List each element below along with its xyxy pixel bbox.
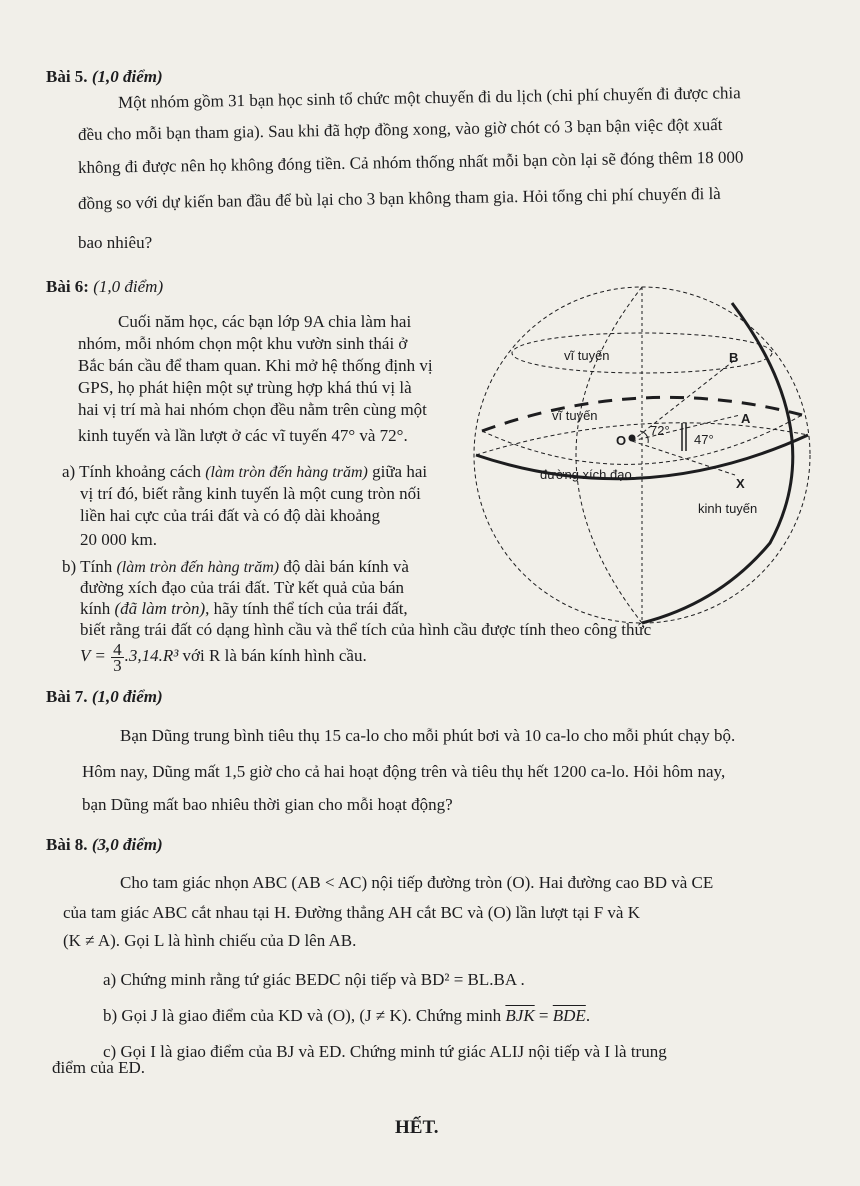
bai5-line-5: bao nhiêu? (78, 233, 153, 252)
center-point (629, 435, 636, 442)
bai6-b-rest: độ dài bán kính và (283, 557, 409, 576)
angle-arc-72 (640, 431, 648, 443)
bai5-line-3: không đi được nên họ không đóng tiền. Cả nhóm thống nhất mỗi bạn còn lại sẽ đóng thêm 18 000 (77, 147, 744, 177)
label-kinh-tuyen: kinh tuyến (698, 501, 758, 516)
arc-eq: = (538, 1006, 549, 1025)
label-point-o: O (616, 433, 627, 448)
label-duong-xich-dao: đường xích đạo (540, 467, 632, 482)
bai6-intro-2: nhóm, mỗi nhóm chọn một khu vườn sinh thái ở (78, 334, 408, 353)
bai8-line-1: Cho tam giác nhọn ABC (AB < AC) nội tiếp đường tròn (O). Hai đường cao BD và CE (120, 873, 714, 892)
arc-end: . (585, 1006, 591, 1025)
formula-lhs: V = (80, 646, 106, 665)
end-marker: HẾT. (395, 1117, 439, 1138)
bai6-a-prefix: a) Tính khoảng cách (62, 462, 201, 481)
label-point-a: A (741, 411, 751, 426)
bai8-points: (3,0 điểm) (91, 835, 163, 854)
bai8-line-2: của tam giác ABC cắt nhau tại H. Đường thẳng AH cắt BC và (O) lần lượt tại F và K (63, 903, 640, 922)
meridian-dashed (576, 287, 642, 623)
bai8-heading: Bài 8. (46, 835, 88, 854)
globe-svg (470, 283, 815, 628)
formula-den: 3 (113, 655, 122, 675)
bai6-intro-3: Bắc bán cầu để tham quan. Khi mở hệ thống định vị (78, 356, 433, 375)
bai6-heading: Bài 6: (46, 277, 89, 296)
bai6-b-line-2: đường xích đạo của trái đất. Từ kết quả của bán (80, 578, 405, 597)
bai8-title (46, 835, 163, 855)
bai6-b-line-3 (80, 599, 408, 619)
bai8-part-c-end: điểm của ED. (52, 1058, 145, 1077)
bai6-b-note: (làm tròn đến hàng trăm) (116, 559, 280, 576)
bai7-heading: Bài 7. (46, 687, 88, 706)
bai8-part-b-text: b) Gọi J là giao điểm của KD và (O), (J ≠ K). Chứng minh (103, 1006, 502, 1025)
bai8-line-3: (K ≠ A). Gọi L là hình chiếu của D lên AB. (63, 931, 357, 950)
formula-tail: với R là bán kính hình cầu. (182, 646, 367, 665)
bai6-intro-1: Cuối năm học, các bạn lớp 9A chia làm hai (118, 312, 412, 331)
bai6-intro-5: hai vị trí mà hai nhóm chọn đều nằm trên cùng một (78, 400, 427, 419)
bai6-b-formula (80, 641, 367, 673)
bai6-a-line-4: 20 000 km. (80, 530, 157, 549)
bai6-title (46, 277, 163, 297)
bai6-b-line-4: biết rằng trái đất có dạng hình cầu và thể tích của hình cầu được tính theo công thức (80, 620, 652, 639)
arc-bde: $\overline{BDE}$ (552, 1006, 586, 1025)
bai5-points: (1,0 điểm) (91, 67, 163, 86)
bai6-b-line3-a: kính (80, 599, 111, 618)
label-point-x: X (736, 476, 745, 491)
bai6-b-line3-b: , hãy tính thể tích của trái đất, (205, 599, 408, 618)
label-vi-tuyen-mid: vĩ tuyến (552, 408, 598, 423)
bai6-b-line3-note: (đã làm tròn) (114, 599, 206, 618)
label-vi-tuyen-top: vĩ tuyến (564, 348, 610, 363)
bai6-a-line-1 (62, 462, 427, 483)
formula-rhs: .3,14.R³ (124, 646, 179, 665)
formula-num: 4 (113, 639, 122, 659)
bai7-line-2: Hôm nay, Dũng mất 1,5 giờ cho cả hai hoạt động trên và tiêu thụ hết 1200 ca-lo. Hỏi hôm nay, (82, 762, 726, 781)
bai8-part-c: c) Gọi I là giao điểm của BJ và ED. Chứng minh tứ giác ALIJ nội tiếp và I là trung (103, 1042, 667, 1061)
bai6-a-line-2: vị trí đó, biết rằng kinh tuyến là một cung tròn nối (80, 484, 421, 503)
bai6-a-rest: giữa hai (372, 462, 428, 481)
bai6-points: (1,0 điểm) (93, 277, 164, 296)
globe-figure (470, 283, 815, 628)
bai5-line-2: đều cho mỗi bạn tham gia). Sau khi đã hợp đồng xong, vào giờ chót có 3 bạn bận việc đột xuất (77, 114, 723, 144)
meridian-bold (642, 303, 793, 623)
bai6-a-line-3: liền hai cực của trái đất và có độ dài khoảng (80, 506, 380, 525)
bai7-points: (1,0 điểm) (91, 687, 163, 706)
label-angle-47: 47° (694, 432, 714, 447)
bai7-line-3: bạn Dũng mất bao nhiêu thời gian cho mỗi hoạt động? (82, 795, 453, 814)
bai6-intro-4: GPS, họ phát hiện một sự trùng hợp khá thú vị là (78, 378, 412, 397)
bai6-b-prefix: b) Tính (62, 557, 113, 576)
bai8-part-b (103, 1006, 590, 1026)
bai5-title (46, 67, 163, 87)
label-angle-72: 72° (650, 423, 670, 438)
arc-bjk: $\overline{BJK}$ (505, 1006, 535, 1025)
bai8-part-a: a) Chứng minh rằng tứ giác BEDC nội tiếp và BD² = BL.BA . (103, 970, 525, 989)
bai6-b-line-1 (62, 557, 409, 578)
radius-x (632, 441, 735, 475)
formula-fraction (111, 639, 124, 675)
bai5-line-1: Một nhóm gồm 31 bạn học sinh tổ chức một chuyến đi du lịch (chi phí chuyến đi được chia (117, 83, 741, 112)
label-point-b: B (729, 350, 739, 365)
bai6-intro-6: kinh tuyến và lần lượt ở các vĩ tuyến 47° và 72°. (78, 426, 408, 445)
bai7-title (46, 687, 163, 707)
bai7-line-1: Bạn Dũng trung bình tiêu thụ 15 ca-lo cho mỗi phút bơi và 10 ca-lo cho mỗi phút chạy bộ. (120, 726, 736, 745)
bai5-heading: Bài 5. (46, 67, 88, 86)
bai5-line-4: đồng so với dự kiến ban đầu để bù lại cho 3 bạn không tham gia. Hỏi tổng chi phí chuyến đi là (77, 183, 721, 213)
bai6-a-note: (làm tròn đến hàng trăm) (205, 464, 368, 481)
